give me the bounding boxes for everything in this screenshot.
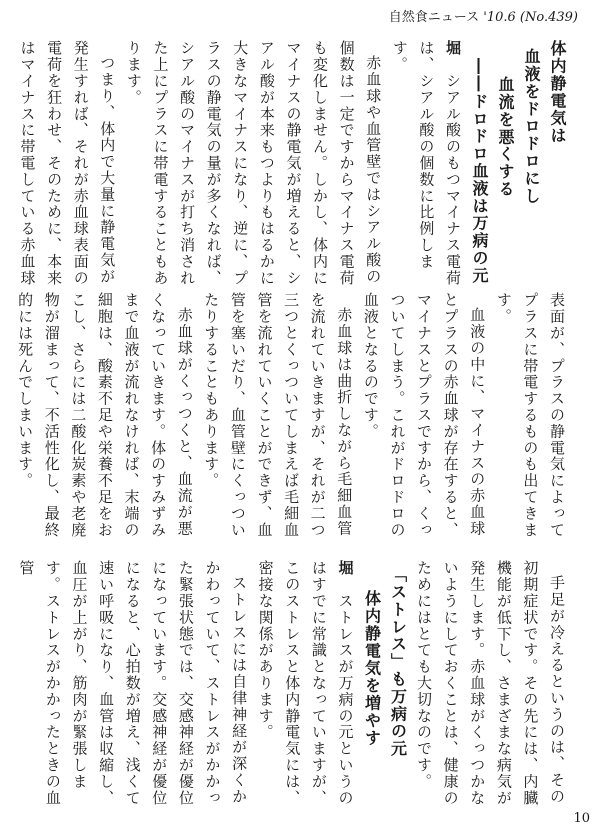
- paragraph: 赤血球は曲折しながら毛細血管を流れていきますが、それが二つ三つとくっついてしまえば毛細血管を流れていくことができず、血管を塞いだり、血管壁にくっついたりすることもあります。: [202, 292, 354, 538]
- page-number: 10: [573, 811, 590, 826]
- section-mark: 堀: [444, 40, 462, 57]
- paragraph: 堀 シアル酸のもつマイナス電荷は、シアル酸の個数に比例します。: [390, 40, 462, 287]
- paragraph: 堀 ストレスが万病の元というのはすでに常識となっていますが、このストレスと体内静電気には、密接な関係があります。: [256, 560, 355, 807]
- section1-heading-line: ――ドロドロ血液は万病の元: [470, 58, 489, 285]
- section1-heading: [466, 40, 570, 290]
- paragraph: 血液の中に、マイナスの赤血球とプラスの赤血球が存在すると、マイナスとプラスですから、くっついてしまう。これがドロドロの血液となるのです。: [361, 292, 487, 538]
- section1-heading-line: 体内静電気は: [548, 40, 567, 145]
- newsletter-title: 自然食ニュース: [388, 10, 480, 25]
- section1-heading-line: 血流を悪くする: [496, 76, 515, 198]
- section1-heading-line: 血液をドロドロにし: [522, 48, 541, 205]
- section2-heading-line: 体内静電気を増やす: [362, 590, 382, 747]
- paragraph: ストレスには自律神経が深くかかわっていて、ストレスがかかった緊張状態では、交感神経が優位になっています。交感神経が優位になると、心拍数が増え、浅くて速い呼吸になり、血管は収縮し、血圧が上がり、筋肉が緊張します。ストレスがかかったときの血管: [17, 560, 249, 806]
- paragraph: 赤血球がくっつくと、血流が悪くなっていきます。体のすみずみまで血液が流れなければ、末端の細胞は、酸素不足や栄養不足をおこし、さらには二酸化炭素や老廃物が溜まって、不活性化し、最終的には死んでしまいます。: [16, 292, 194, 538]
- column-middle: [16, 292, 570, 542]
- column-bottom: [17, 560, 570, 810]
- page-header: [389, 6, 578, 25]
- column-top: [18, 40, 570, 290]
- issue-label: '10.6 (No.439): [483, 10, 578, 25]
- paragraph: 手足が冷えるというのは、その初期症状です。その先には、内臓機能が低下し、さまざまな病気が発生します。赤血球がくっつかないようにしておくことは、健康のためにはとても大切なのです。: [415, 560, 566, 806]
- paragraph: 表面が、プラスの静電気によってプラスに帯電するものも出てきます。: [494, 292, 566, 538]
- paragraph: 赤血球や血管壁ではシアル酸の個数は一定ですからマイナス電荷も変化しません。しかし、体内にマイナスの静電気が増えると、シアル酸が本来もつよりもはるかに大きなマイナスになり、逆に、プラスの静電気の量が多くなれば、シアル酸のマイナスが打ち消された上にプラスに帯電することもあります。: [124, 40, 383, 286]
- section2-heading-line: 「ストレス」も万病の元: [388, 566, 408, 758]
- section-mark: 堀: [336, 560, 355, 577]
- paragraph: つまり、体内で大量に静電気が発生すれば、それが赤血球表面の電荷を狂わせ、そのために、本来はマイナスに帯電している赤血球: [18, 40, 117, 286]
- section2-heading: [358, 560, 410, 810]
